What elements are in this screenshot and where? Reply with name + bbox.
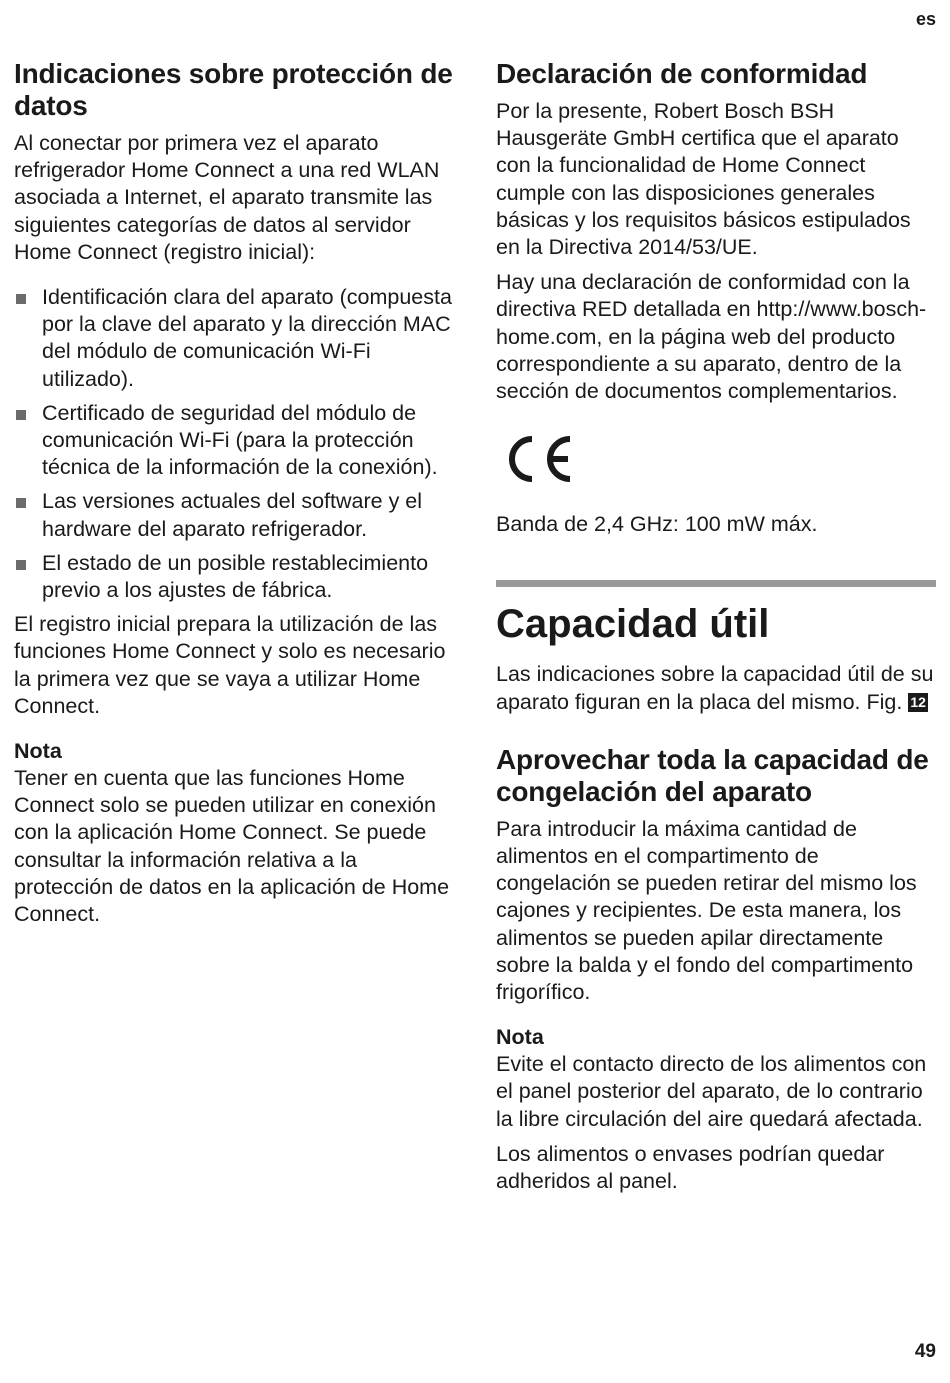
right-column [496, 58, 936, 1203]
freezer-capacity-text: Para introducir la máxima cantidad de alimentos en el compartimento de congelación se pueden retirar del mismo los cajones y recipientes. De esta manera, los alimentos se pueden apilar directamente sobre la balda y el fondo del compartimento frigorífico. [496, 816, 917, 1005]
note-heading: Nota [496, 1025, 544, 1050]
figure-reference-badge: 12 [910, 693, 926, 710]
data-protection-intro: Al conectar por primera vez el aparato refrigerador Home Connect a una red WLAN asociada a Internet, el aparato transmite las siguientes categorías de datos al servidor Home Connect (registro inicial): [14, 131, 440, 264]
note-text: Tener en cuenta que las funciones Home Connect solo se pueden utilizar en conexión con la aplicación Home Connect. Se puede consultar la información relativa a la protección de datos en la aplicación de Home Connect. [14, 766, 450, 927]
list-item: Las versiones actuales del software y el hardware del aparato refrigerador. [14, 488, 454, 542]
data-protection-heading: Indicaciones sobre protección de datos [14, 58, 453, 121]
data-protection-outro: El registro inicial prepara la utilización de las funciones Home Connect y solo es necesario la primera vez que se vaya a utilizar Home Connect. [14, 612, 446, 718]
note-paragraph-2: Los alimentos o envases podrían quedar adheridos al panel. [496, 1141, 885, 1194]
bullet-square-icon [16, 498, 26, 508]
bullet-square-icon [16, 294, 26, 304]
list-item: Identificación clara del aparato (compuesta por la clave del aparato y la dirección MAC del módulo de comunicación Wi-Fi utilizado). [14, 284, 454, 393]
data-categories-list [14, 284, 454, 604]
list-item: Certificado de seguridad del módulo de comunicación Wi-Fi (para la protección técnica de la información de la conexión). [14, 400, 454, 482]
note-heading: Nota [14, 739, 62, 764]
conformity-heading: Declaración de conformidad [496, 58, 868, 89]
bullet-square-icon [16, 560, 26, 570]
page-number: 49 [914, 1341, 936, 1362]
freezer-capacity-heading: Aprovechar toda la capacidad de congelación del aparato [496, 743, 929, 807]
ce-mark-icon [502, 433, 572, 485]
left-column [14, 58, 454, 936]
conformity-paragraph-2: Hay una declaración de conformidad con la directiva RED detallada en http://www.bosch-home.com, en la página web del producto correspondiente a su aparato, dentro de la sección de documentos complementarios. [496, 270, 927, 404]
section-divider [496, 580, 936, 587]
conformity-paragraph-1: Por la presente, Robert Bosch BSH Hausgeräte GmbH certifica que el aparato con la funcionalidad de Home Connect cumple con las disposiciones generales básicas y los requisitos básicos estipulados en la Directiva 2014/53/UE. [496, 99, 911, 260]
capacity-text: Las indicaciones sobre la capacidad útil de su aparato figuran en la placa del mismo. Fig. 12 [496, 662, 934, 714]
frequency-band: Banda de 2,4 GHz: 100 mW máx. [496, 512, 818, 537]
capacity-title: Capacidad útil [496, 602, 770, 647]
note-paragraph-1: Evite el contacto directo de los alimentos con el panel posterior del aparato, de lo contrario la libre circulación del aire quedará afectada. [496, 1052, 927, 1131]
bullet-square-icon [16, 410, 26, 420]
list-item: El estado de un posible restablecimiento previo a los ajustes de fábrica. [14, 550, 454, 604]
language-code: es [915, 9, 936, 29]
